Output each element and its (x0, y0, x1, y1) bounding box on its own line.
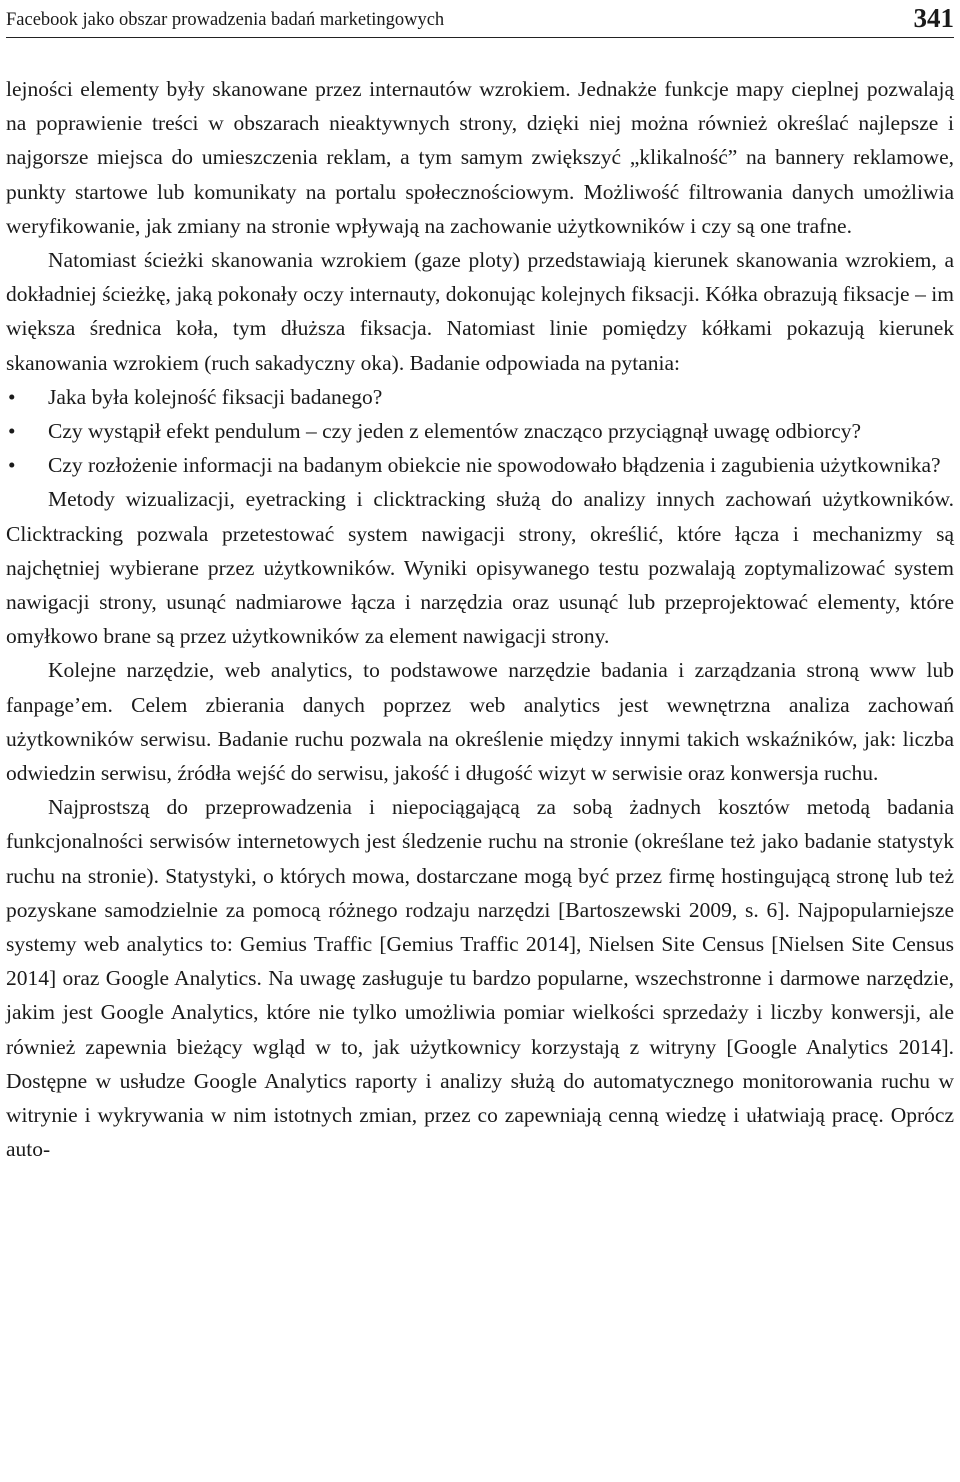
running-header (6, 0, 954, 38)
list-item-text: Czy wystąpił efekt pendulum – czy jeden z elementów znacząco przyciągnął uwagę odbiorcy? (48, 419, 862, 444)
running-title: Facebook jako obszar prowadzenia badań marketingowych (6, 10, 445, 30)
body-text (6, 72, 954, 1167)
research-questions-list (6, 380, 954, 483)
bullet-icon: • (8, 384, 16, 409)
list-item (6, 448, 954, 482)
paragraph-web-analytics: Kolejne narzędzie, web analytics, to podstawowe narzędzie badania i zarządzania stroną www lub fanpage’em. Celem zbierania danych poprzez web analytics jest wewnętrzna analiza zachowań użytkowników serwisu. Badanie ruchu pozwala na określenie między innymi takich wskaźników, jak: liczba odwiedzin serwisu, źródła wejść do serwisu, jakość i długość wizyt w serwisie oraz konwersja ruchu. (6, 658, 954, 786)
paragraph-traffic-statistics: Najprostszą do przeprowadzenia i niepociągającą za sobą żadnych kosztów metodą badania funkcjonalności serwisów internetowych jest śledzenie ruchu na stronie (określane też jako badanie statystyk ruchu na stronie). Statystyki, o których mowa, dostarczane mogą być przez firmę hostingującą stronę lub też pozyskane samodzielnie za pomocą różnego rodzaju narzędzi [Bartoszewski 2009, s. 6]. Najpopularniejsze systemy web analytics to: Gemius Traffic [Gemius Traffic 2014], Nielsen Site Census [Nielsen Site Census 2014] oraz Google Analytics. Na uwagę zasługuje tu bardzo popularne, wszechstronne i darmowe narzędzie, jakim jest Google Analytics, które nie tylko umożliwia pomiar wielkości sprzedaży i liczby konwersji, ale również zapewnia bieżący wgląd w to, jak użytkownicy korzystają z witryny [Google Analytics 2014]. Dostępne w usłudze Google Analytics raporty i analizy służą do automatycznego monitorowania ruchu w witrynie i wykrywania w nim istotnych zmian, przez co zapewniają cenną wiedzę i ułatwiają pracę. Oprócz auto- (6, 795, 954, 1162)
bullet-icon: • (8, 419, 16, 444)
paragraph-heatmap-continuation: lejności elementy były skanowane przez internautów wzrokiem. Jednakże funkcje mapy cieplnej pozwalają na poprawienie treści w obszarach nieaktywnych strony, dzięki niej można również określać najlepsze i najgorsze miejsca do umieszczenia reklam, a tym samym zwiększyć „klikalność” na bannery reklamowe, punkty startowe lub komunikaty na portalu społecznościowym. Możliwość filtrowania danych umożliwia weryfikowanie, jak zmiany na stronie wpływają na zachowanie użytkowników i czy są one trafne. (6, 77, 954, 238)
list-item (6, 380, 954, 414)
paragraph-gaze-plots: Natomiast ścieżki skanowania wzrokiem (gaze ploty) przedstawiają kierunek skanowania wzrokiem, a dokładniej ścieżkę, jaką pokonały oczy internauty, dokonując kolejnych fiksacji. Kółka obrazują fiksacje – im większa średnica koła, tym dłuższa fiksacja. Natomiast linie pomiędzy kółkami pokazują kierunek skanowania wzrokiem (ruch sakadyczny oka). Badanie odpowiada na pytania: (6, 248, 954, 375)
list-item (6, 414, 954, 448)
page-number: 341 (913, 3, 954, 33)
bullet-icon: • (8, 453, 16, 478)
paragraph-clicktracking: Metody wizualizacji, eyetracking i clicktracking służą do analizy innych zachowań użytkowników. Clicktracking pozwala przetestować system nawigacji strony, określić, które łącza i mechanizmy są najchętniej wybierane przez użytkowników. Wyniki opisywanego testu pozwalają zoptymalizować system nawigacji strony, usunąć nadmiarowe łącza i narzędzia oraz usunąć lub przeprojektować elementy, które omyłkowo brane są przez użytkowników za element nawigacji strony. (6, 487, 954, 649)
list-item-text: Czy rozłożenie informacji na badanym obiekcie nie spowodowało błądzenia i zagubienia użytkownika? (48, 453, 941, 478)
list-item-text: Jaka była kolejność fiksacji badanego? (48, 384, 383, 409)
